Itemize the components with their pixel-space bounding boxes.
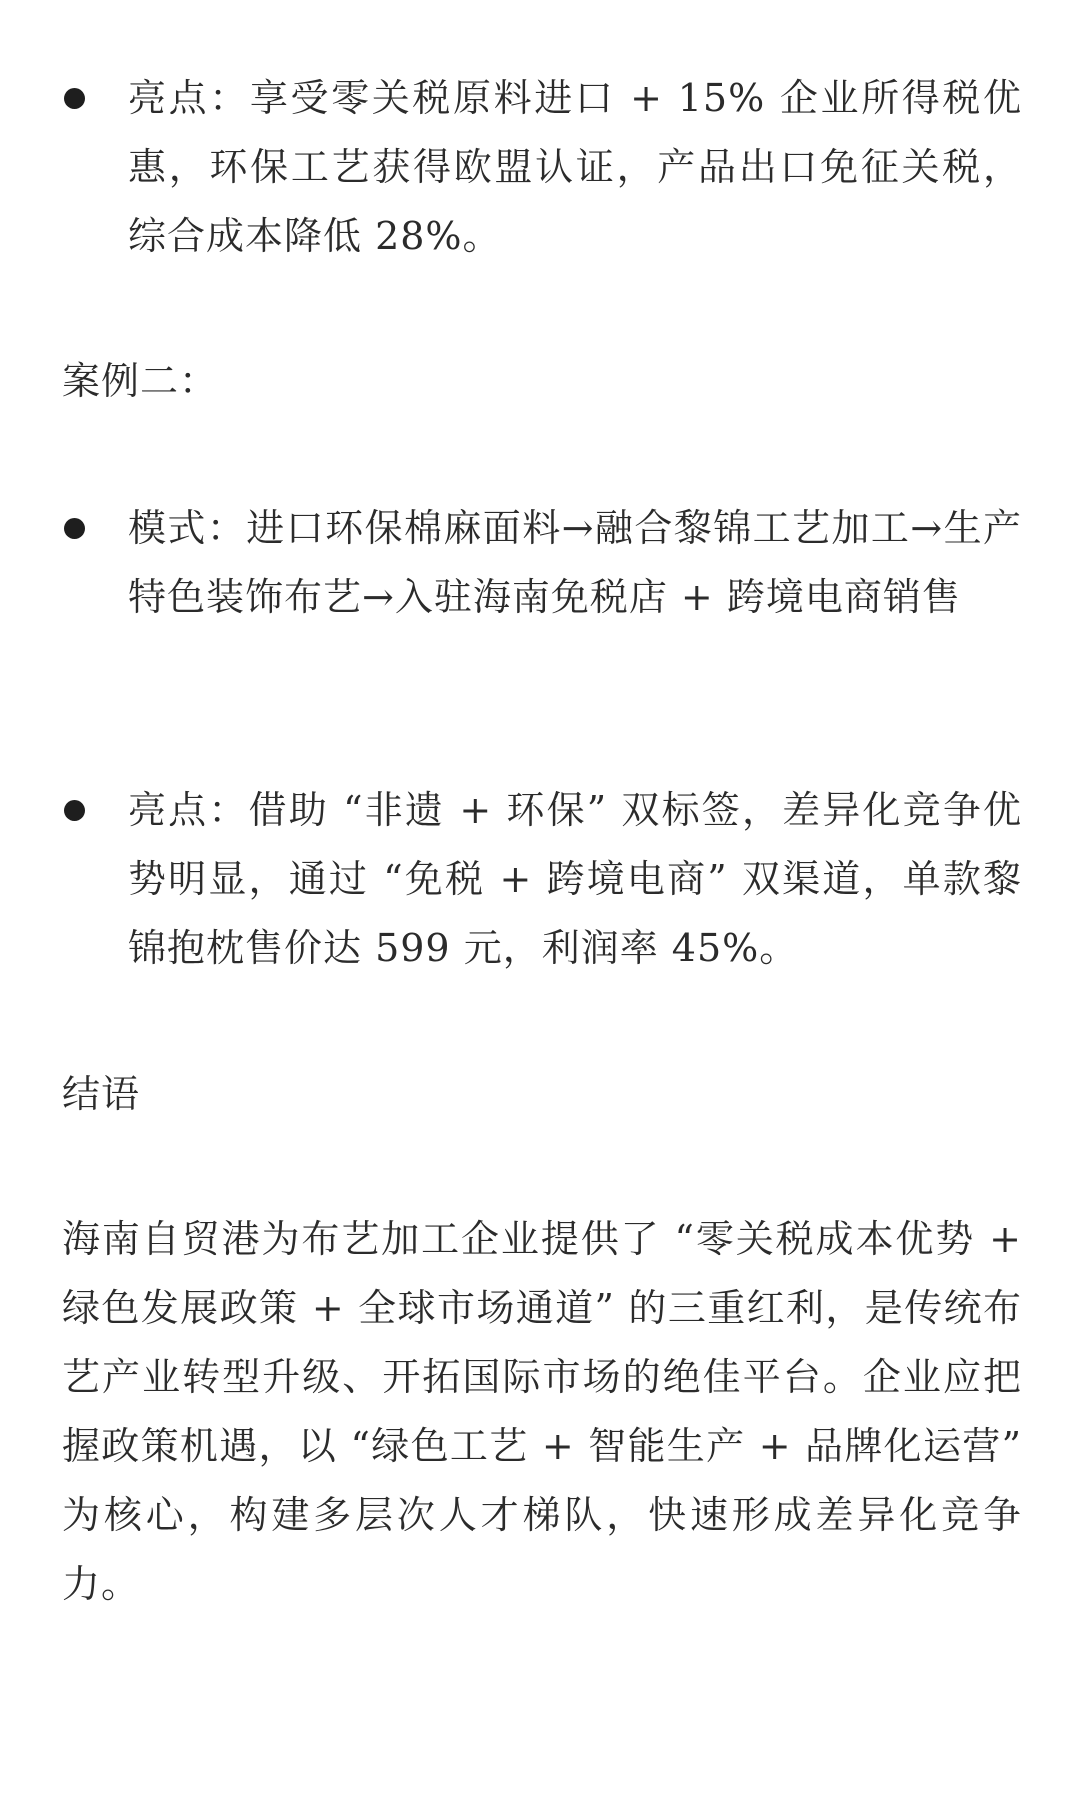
bullet-dot-icon <box>64 88 85 109</box>
bullet-dot-icon <box>64 518 85 539</box>
bullet-case2-mode <box>62 494 1022 632</box>
conclusion-paragraph <box>62 1205 1022 1619</box>
case1-highlight-text: 亮点：享受零关税原料进口 + 15% 企业所得税优惠，环保工艺获得欧盟认证，产品出口免征关税，综合成本降低 28%。 <box>128 76 1022 258</box>
case2-heading-text: 案例二： <box>62 359 219 403</box>
case2-heading <box>62 347 1022 416</box>
bullet-dot-icon <box>64 800 85 821</box>
case2-mode-text: 模式：进口环保棉麻面料→融合黎锦工艺加工→生产特色装饰布艺→入驻海南免税店 + 跨境电商销售 <box>128 506 1022 619</box>
conclusion-heading <box>62 1060 1022 1129</box>
conclusion-heading-text: 结语 <box>62 1072 141 1116</box>
conclusion-paragraph-text: 海南自贸港为布艺加工企业提供了 “零关税成本优势 + 绿色发展政策 + 全球市场通道” 的三重红利，是传统布艺产业转型升级、开拓国际市场的绝佳平台。企业应把握政策机遇，以 “绿色工艺 + 智能生产 + 品牌化运营” 为核心，构建多层次人才梯队，快速形成差异化竞争力。 <box>62 1217 1022 1606</box>
case2-highlight-text: 亮点：借助 “非遗 + 环保” 双标签，差异化竞争优势明显，通过 “免税 + 跨境电商” 双渠道，单款黎锦抱枕售价达 599 元，利润率 45%。 <box>128 788 1022 970</box>
bullet-case2-highlight <box>62 776 1022 983</box>
bullet-case1-highlight <box>62 64 1022 271</box>
